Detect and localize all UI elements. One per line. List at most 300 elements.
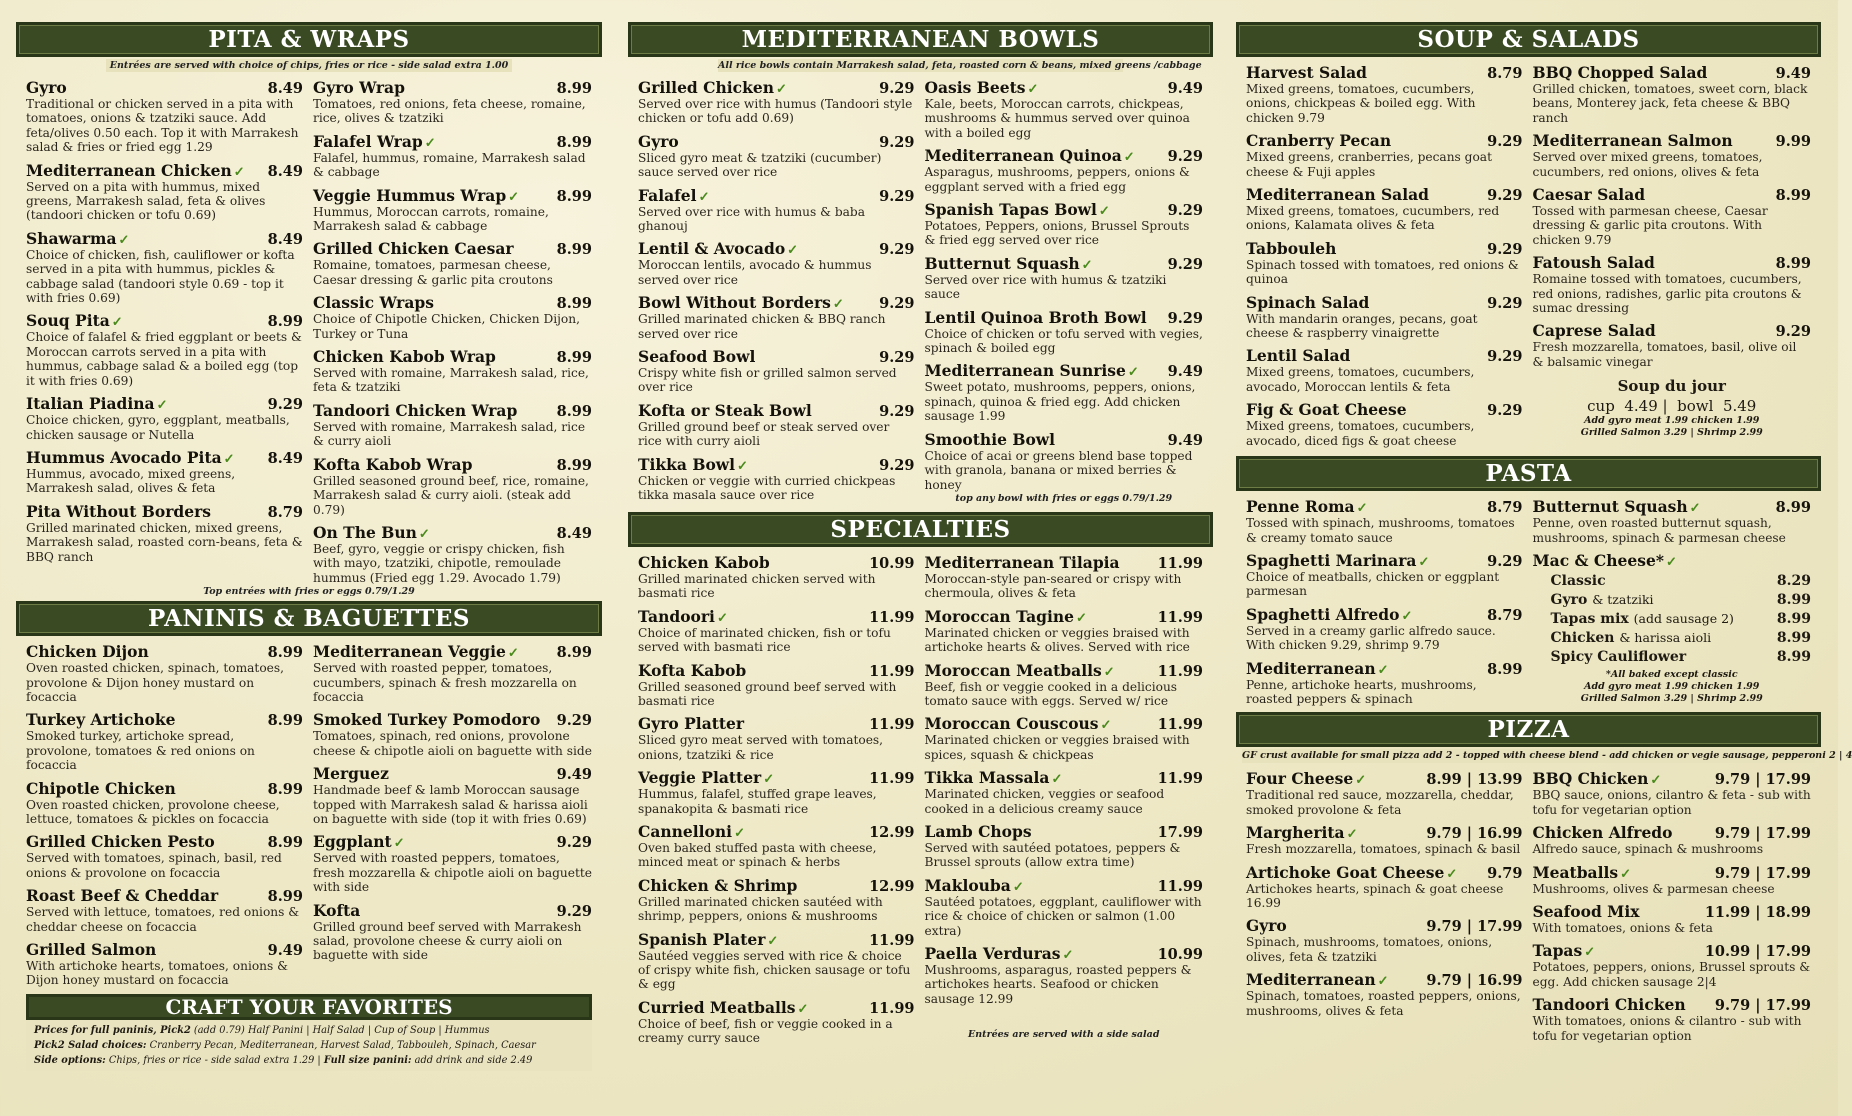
- item-name: Bowl Without Borders ✓: [638, 293, 844, 313]
- item-name: Lamb Chops: [924, 821, 1032, 841]
- item-description: With tomatoes, onions & feta: [1532, 920, 1713, 935]
- item-name: Roast Beef & Cheddar: [26, 886, 219, 906]
- item-name: Mediterranean ✓: [1246, 658, 1389, 678]
- item-description: Penne, oven roasted butternut squash, mushrooms, spinach & parmesan cheese: [1532, 516, 1786, 545]
- item-description: Served with tomatoes, spinach, basil, red onions & provolone on focaccia: [26, 851, 282, 880]
- specialties-right: [921, 547, 1204, 1046]
- item-name: Tandoori ✓: [638, 606, 728, 626]
- item-name: Margherita ✓: [1246, 823, 1358, 843]
- menu-item: [925, 361, 1204, 423]
- paninis-header: PANINIS & BAGUETTES: [16, 601, 602, 636]
- menu-item: [1533, 131, 1812, 179]
- menu-item: [1246, 185, 1523, 233]
- item-name: Classic Wraps: [313, 293, 434, 313]
- item-name: Spanish Plater ✓: [638, 929, 779, 949]
- pita-right: [309, 72, 592, 585]
- item-price: 9.29: [879, 295, 915, 313]
- mac-option: Chicken & harissa aioli 8.99: [1550, 629, 1811, 646]
- pita-note: Entrées are served with choice of chips, fries or rice - side salad extra 1.00: [106, 59, 512, 72]
- item-name: Grilled Chicken Caesar: [313, 239, 514, 259]
- item-name: Kofta Kabob Wrap: [313, 454, 473, 474]
- item-price: 9.29: [879, 133, 915, 151]
- item-name: Fig & Goat Cheese: [1246, 400, 1407, 420]
- bowls-footnote: top any bowl with fries or eggs 0.79/1.29: [955, 492, 1173, 504]
- item-name: Mediterranean Veggie ✓: [313, 642, 519, 662]
- menu-item: [1246, 823, 1523, 856]
- item-description: Mixed greens, tomatoes, cucumbers, red onions, Kalamata olives & feta: [1246, 204, 1500, 233]
- item-name: Shawarma ✓: [26, 228, 130, 248]
- specialties-header: SPECIALTIES: [628, 512, 1213, 547]
- menu-item: [26, 394, 303, 442]
- menu-item: [313, 901, 592, 963]
- item-name: Italian Piadina ✓: [26, 394, 168, 414]
- item-description: Tomatoes, red onions, feta cheese, romaine, rice, olives & tzatziki: [313, 97, 586, 126]
- item-price: 9.79 | 17.99: [1714, 997, 1811, 1015]
- item-price: 8.99: [556, 133, 592, 151]
- menu-item: [26, 311, 303, 388]
- item-price: 9.29: [1487, 402, 1523, 420]
- column-right: [1236, 22, 1852, 1043]
- menu-item: [1246, 293, 1523, 341]
- menu-item: [1246, 400, 1523, 448]
- menu-item: [1246, 63, 1523, 125]
- pizza-note: GF crust available for small pizza add 2 - topped with cheese blend - add chicken or vegie sausage, pepperoni 2 | 4: [1242, 750, 1852, 762]
- menu-item: [313, 642, 592, 704]
- menu-item: [925, 146, 1204, 194]
- menu-item: [313, 710, 592, 758]
- menu-item: [1533, 902, 1812, 935]
- item-price: 9.29: [556, 712, 592, 730]
- veg-check-icon: ✓: [1418, 554, 1430, 570]
- item-name: Chicken Kabob: [638, 552, 770, 572]
- item-name: Chicken & Shrimp: [638, 875, 798, 895]
- item-description: Spinach, mushrooms, tomatoes, onions, olives, feta & tzatziki: [1246, 935, 1493, 964]
- bowls-header: MEDITERRANEAN BOWLS: [628, 22, 1213, 57]
- item-name: Gyro Wrap: [313, 78, 405, 97]
- item-price: 11.99: [869, 931, 915, 949]
- mac-option: Tapas mix (add sausage 2) 8.99: [1550, 610, 1811, 627]
- item-name: Souq Pita ✓: [26, 311, 123, 331]
- pita-left: [26, 72, 309, 585]
- item-name: Caprese Salad: [1532, 321, 1656, 341]
- item-description: BBQ sauce, onions, cilantro & feta - sub with tofu for vegetarian option: [1532, 788, 1811, 817]
- item-description: Marinated chicken or veggies braised with artichoke hearts & olives. Served with rice: [924, 625, 1190, 655]
- veg-check-icon: ✓: [797, 1001, 809, 1017]
- menu-item: [1246, 769, 1523, 817]
- menu-item: [1246, 346, 1523, 394]
- veg-check-icon: ✓: [418, 526, 430, 542]
- item-description: Beef, fish or veggie cooked in a delicious tomato sauce with eggs. Served w/ rice: [924, 679, 1178, 708]
- item-price: 11.99: [869, 608, 915, 626]
- menu-item: [26, 779, 303, 827]
- item-price: 9.29: [1487, 240, 1523, 258]
- item-name: Oasis Beets ✓: [924, 78, 1039, 97]
- veg-check-icon: ✓: [1103, 664, 1115, 680]
- menu-item: [313, 832, 592, 894]
- item-description: Moroccan-style pan-seared or crispy with chermoula, olives & feta: [924, 571, 1182, 601]
- veg-check-icon: ✓: [716, 610, 728, 626]
- item-price: 8.49: [267, 162, 303, 180]
- item-description: Served with roasted pepper, tomatoes, cucumbers, spinach & fresh mozzarella on focaccia: [313, 661, 577, 704]
- menu-item: [1246, 659, 1523, 707]
- menu-item: [1533, 863, 1812, 896]
- mac-option: Spicy Cauliflower 8.99: [1550, 648, 1811, 665]
- pasta-right-list: [1533, 497, 1812, 545]
- menu-item: [26, 832, 303, 880]
- item-description: Mushrooms, olives & parmesan cheese: [1532, 881, 1775, 896]
- pasta-right: [1529, 491, 1812, 706]
- item-price: 8.79: [1487, 499, 1523, 517]
- craft-section: [26, 994, 592, 1071]
- item-description: Grilled marinated chicken & BBQ ranch served over rice: [638, 312, 886, 341]
- item-name: Chipotle Chicken: [26, 778, 176, 798]
- item-name: Tabbouleh: [1246, 238, 1337, 258]
- menu-item: [1246, 551, 1523, 599]
- item-price: 17.99: [1157, 823, 1203, 841]
- item-name: Moroccan Tagine ✓: [924, 606, 1087, 626]
- item-price: 9.29: [879, 456, 915, 474]
- item-price: 8.99: [267, 780, 303, 798]
- item-name: Spanish Tapas Bowl ✓: [924, 200, 1110, 220]
- veg-check-icon: ✓: [737, 458, 748, 474]
- soup-left: [1246, 57, 1529, 448]
- item-description: Served on a pita with hummus, mixed greens, Marrakesh salad, feta & olives (tandoori chicken or tofu 0.69): [26, 179, 266, 223]
- item-price: 9.29: [879, 402, 915, 420]
- item-name: Veggie Hummus Wrap ✓: [313, 185, 520, 205]
- menu-item: [925, 768, 1204, 816]
- item-description: With artichoke hearts, tomatoes, onions & Dijon honey mustard on focaccia: [26, 959, 289, 988]
- item-price: 9.99: [1775, 133, 1811, 151]
- item-description: Choice of acai or greens blend base topped with granola, banana or mixed berries & honey: [924, 448, 1193, 492]
- item-price: 9.29: [1487, 294, 1523, 312]
- menu-item: [1533, 185, 1812, 247]
- item-price: 9.29: [1167, 255, 1203, 273]
- item-description: Alfredo sauce, spinach & mushrooms: [1532, 842, 1764, 857]
- item-name: Tandoori Chicken Wrap: [313, 400, 518, 420]
- item-price: 8.99: [1775, 255, 1811, 273]
- item-price: 9.79 | 17.99: [1714, 864, 1811, 882]
- item-name: Tapas ✓: [1532, 941, 1596, 961]
- item-price: 10.99: [1157, 946, 1203, 963]
- item-description: Served with romaine, Marrakesh salad, rice & curry aioli: [313, 419, 586, 449]
- menu-item: [1246, 863, 1523, 911]
- item-price: 8.79: [1487, 65, 1523, 82]
- item-name: Merguez: [313, 764, 389, 784]
- veg-check-icon: ✓: [1123, 150, 1135, 166]
- menu-item: [1246, 131, 1523, 179]
- veg-check-icon: ✓: [393, 836, 405, 852]
- soup-prices: cup 4.49 | bowl 5.49: [1587, 397, 1757, 416]
- item-name: Tikka Bowl ✓: [638, 454, 748, 474]
- item-description: Grilled marinated chicken served with basmati rice: [638, 571, 876, 601]
- specialties-left: [638, 547, 921, 1046]
- craft-header: CRAFT YOUR FAVORITES: [26, 994, 592, 1020]
- veg-check-icon: ✓: [1377, 662, 1389, 678]
- item-name: Kofta: [313, 900, 361, 920]
- mac-note: *All baked except classic: [1605, 668, 1738, 680]
- item-name: Tikka Massala ✓: [924, 768, 1063, 788]
- item-description: Romaine, tomatoes, parmesan cheese, Caesar dressing & garlic pita croutons: [313, 258, 553, 287]
- item-name: Butternut Squash ✓: [924, 253, 1093, 273]
- menu-item: [313, 401, 592, 449]
- item-description: Choice of Chipotle Chicken, Chicken Dijon, Turkey or Tuna: [313, 312, 580, 341]
- item-description: Marinated chicken, veggies or seafood cooked in a delicious creamy sauce: [924, 787, 1165, 816]
- item-name: Seafood Bowl: [638, 347, 756, 367]
- item-price: 9.29: [1167, 309, 1203, 327]
- item-price: 11.99: [869, 662, 915, 680]
- item-price: 8.99 | 13.99: [1426, 771, 1523, 789]
- item-description: Smoked turkey, artichoke spread, provolone, tomatoes & red onions on focaccia: [26, 729, 255, 773]
- veg-check-icon: ✓: [1012, 879, 1024, 895]
- item-price: 9.29: [267, 396, 303, 414]
- item-name: Butternut Squash ✓: [1532, 497, 1701, 517]
- item-price: 9.29: [1487, 552, 1523, 570]
- veg-check-icon: ✓: [1051, 772, 1063, 788]
- pasta-left: [1246, 491, 1529, 706]
- menu-item: [638, 239, 915, 287]
- item-price: 11.99: [1157, 662, 1203, 680]
- item-price: 9.49: [556, 766, 592, 784]
- item-description: Mushrooms, asparagus, roasted peppers & artichokes hearts. Seafood or chicken sausage 12.99: [924, 963, 1192, 1006]
- menu-item: [26, 78, 303, 155]
- specialties-right-list: [925, 553, 1204, 1006]
- item-price: 8.79: [1487, 606, 1523, 624]
- panini-grid: [16, 636, 602, 988]
- pizza-header: PIZZA: [1236, 712, 1821, 747]
- item-description: Crispy white fish or grilled salmon served over rice: [638, 366, 897, 395]
- item-description: Hummus, avocado, mixed greens, Marrakesh salad, olives & feta: [26, 466, 236, 496]
- item-price: 8.99: [556, 295, 592, 313]
- menu-item: [638, 998, 915, 1046]
- item-price: 8.99: [267, 313, 303, 331]
- menu-item: [26, 502, 303, 564]
- menu-item: [26, 642, 303, 704]
- item-description: Choice of chicken, fish, cauliflower or kofta served in a pita with hummus, pickles & cabbage salad (tandoori style 0.69 - top it with fries 0.69): [26, 247, 295, 306]
- item-description: Served with lettuce, tomatoes, red onions & cheddar cheese on focaccia: [26, 905, 300, 934]
- soup-grid: [1236, 57, 1821, 448]
- item-name: Tandoori Chicken: [1532, 995, 1686, 1015]
- menu-item: [313, 347, 592, 395]
- veg-check-icon: ✓: [1356, 501, 1368, 517]
- craft-body: [26, 1020, 592, 1071]
- item-description: Grilled ground beef or steak served over rice with curry aioli: [638, 419, 890, 449]
- item-description: Served over rice with humus (Tandoori style chicken or tofu add 0.69): [638, 97, 913, 126]
- item-name: Paella Verduras ✓: [924, 944, 1074, 963]
- item-price: 9.79 | 17.99: [1426, 918, 1523, 936]
- item-price: 8.99: [556, 241, 592, 259]
- menu-item: [638, 930, 915, 992]
- pita-footnote: Top entrées with fries or eggs 0.79/1.29: [203, 586, 415, 598]
- item-price: 8.99: [556, 644, 592, 662]
- veg-check-icon: ✓: [1027, 82, 1039, 97]
- soup-du-jour-title: Soup du jour: [1617, 377, 1726, 396]
- item-description: Sautéed potatoes, eggplant, cauliflower with rice & choice of chicken or salmon (1.00 extra): [924, 894, 1202, 938]
- item-description: Mixed greens, tomatoes, cucumbers, avocado, Moroccan lentils & feta: [1246, 365, 1475, 394]
- menu-item: [638, 186, 915, 234]
- item-price: 9.29: [1487, 187, 1523, 205]
- item-name: Grilled Salmon: [26, 940, 157, 959]
- item-description: Grilled seasoned ground beef, rice, romaine, Marrakesh salad & curry aioli. (steak add 0.79): [313, 473, 589, 517]
- item-description: Hummus, falafel, stuffed grape leaves, spanakopita & basmati rice: [638, 787, 877, 816]
- item-name: Mediterranean Chicken ✓: [26, 160, 245, 180]
- item-description: Choice of meatballs, chicken or eggplant parmesan: [1246, 569, 1500, 599]
- veg-check-icon: ✓: [118, 232, 130, 248]
- veg-check-icon: ✓: [424, 135, 436, 151]
- item-description: Grilled chicken, tomatoes, sweet corn, black beans, Monterey jack, feta cheese & BBQ ranch: [1532, 82, 1808, 125]
- pizza-right: [1529, 763, 1812, 1043]
- menu-item: [26, 448, 303, 496]
- item-price: 9.29: [1775, 323, 1811, 341]
- pizza-left: [1246, 763, 1529, 1043]
- menu-item: [313, 523, 592, 585]
- veg-check-icon: ✓: [1584, 945, 1596, 961]
- veg-check-icon: ✓: [1620, 866, 1632, 882]
- item-description: Potatoes, Peppers, onions, Brussel Sprouts & fried egg served over rice: [924, 219, 1190, 248]
- item-price: 9.49: [1167, 431, 1203, 449]
- menu-item: [313, 132, 592, 180]
- veg-check-icon: ✓: [1401, 608, 1413, 624]
- item-price: 8.99: [267, 644, 303, 662]
- veg-check-icon: ✓: [1689, 501, 1701, 517]
- item-price: 9.29: [1487, 348, 1523, 366]
- menu-item: [26, 886, 303, 934]
- craft-line-3: Side options: Chips, fries or rice - side salad extra 1.29 | Full size panini: add drink and side 2.49: [34, 1054, 533, 1066]
- item-name: Mediterranean Sunrise ✓: [924, 361, 1139, 381]
- menu-item: [1246, 605, 1523, 653]
- item-price: 9.29: [1487, 133, 1523, 151]
- item-name: Artichoke Goat Cheese ✓: [1246, 862, 1458, 882]
- veg-check-icon: ✓: [1665, 554, 1677, 570]
- item-description: Spinach tossed with tomatoes, red onions & quinoa: [1246, 257, 1519, 287]
- pasta-add-2: Grilled Salmon 3.29 | Shrimp 2.99: [1580, 692, 1763, 704]
- item-price: 8.99: [556, 402, 592, 420]
- item-description: Spinach, tomatoes, roasted peppers, onions, mushrooms, olives & feta: [1246, 989, 1521, 1018]
- item-name: Gyro: [638, 131, 679, 151]
- item-name: Gyro: [26, 78, 67, 97]
- item-price: 9.29: [556, 834, 592, 852]
- item-name: Lentil Quinoa Broth Bowl: [924, 307, 1147, 327]
- item-price: 10.99 | 17.99: [1704, 943, 1811, 961]
- pizza-grid: [1236, 763, 1821, 1043]
- item-name: Mediterranean Quinoa ✓: [924, 146, 1135, 166]
- item-name: Moroccan Couscous ✓: [924, 714, 1112, 734]
- veg-check-icon: ✓: [1650, 773, 1662, 789]
- item-price: 9.29: [1167, 202, 1203, 220]
- menu-item: [638, 714, 915, 762]
- item-description: Sautéed veggies served with rice & choice of crispy white fish, chicken sausage or tofu & egg: [638, 948, 911, 992]
- item-price: 8.49: [556, 524, 592, 542]
- item-price: 9.49: [1775, 65, 1811, 82]
- menu-item: [638, 876, 915, 924]
- bowls-right: [921, 72, 1204, 506]
- item-name: Curried Meatballs ✓: [638, 997, 809, 1017]
- column-left: [16, 22, 602, 1071]
- item-price: 8.99: [556, 80, 592, 97]
- pita-grid: [16, 72, 602, 585]
- veg-check-icon: ✓: [832, 297, 844, 313]
- item-price: 8.99: [267, 888, 303, 906]
- veg-check-icon: ✓: [1446, 866, 1458, 882]
- veg-check-icon: ✓: [508, 189, 520, 205]
- item-name: Grilled Chicken ✓: [638, 78, 787, 97]
- menu-item: [638, 347, 915, 395]
- item-description: Served over rice with humus & tzatziki sauce: [924, 272, 1167, 302]
- item-price: 11.99: [1157, 554, 1203, 572]
- item-name: Harvest Salad: [1246, 63, 1368, 82]
- item-description: Asparagus, mushrooms, peppers, onions & eggplant served with a fried egg: [924, 165, 1190, 194]
- item-price: 8.99: [556, 456, 592, 474]
- item-name: Cannelloni ✓: [638, 821, 745, 841]
- menu-item: [1533, 253, 1812, 315]
- item-price: 8.99: [1775, 499, 1811, 517]
- item-description: Served with romaine, Marrakesh salad, rice, feta & tzatziki: [313, 366, 589, 395]
- item-name: Meatballs ✓: [1532, 862, 1632, 882]
- veg-check-icon: ✓: [233, 164, 245, 180]
- soup-add-1: Add gyro meat 1.99 chicken 1.99: [1584, 415, 1760, 427]
- soup-salads-header: SOUP & SALADS: [1236, 22, 1821, 57]
- item-description: Served with sautéed potatoes, peppers & Brussel sprouts (allow extra time): [924, 840, 1181, 870]
- menu-item: [26, 161, 303, 223]
- item-price: 10.99: [869, 554, 915, 572]
- item-name: BBQ Chicken ✓: [1532, 769, 1662, 789]
- veg-check-icon: ✓: [787, 243, 799, 259]
- item-price: 12.99: [869, 877, 915, 895]
- item-description: Falafel, hummus, romaine, Marrakesh salad & cabbage: [313, 150, 586, 180]
- item-name: Kofta Kabob: [638, 660, 747, 680]
- item-description: Choice of marinated chicken, fish or tofu served with basmati rice: [638, 625, 891, 655]
- menu-item: [925, 607, 1204, 655]
- item-description: Sliced gyro meat served with tomatoes, onions, tzatziki & rice: [638, 733, 884, 762]
- menu-item: [313, 764, 592, 826]
- item-name: Chicken Kabob Wrap: [313, 347, 496, 367]
- item-description: Mixed greens, cranberries, pecans goat cheese & Fuji apples: [1246, 150, 1492, 179]
- menu-item: [1533, 823, 1812, 856]
- bowls-left: [638, 72, 921, 506]
- item-description: Moroccan lentils, avocado & hummus served over rice: [638, 258, 872, 287]
- item-price: 9.29: [879, 187, 915, 205]
- item-price: 11.99 | 18.99: [1704, 903, 1811, 921]
- menu-item: [925, 430, 1204, 492]
- item-price: 11.99: [869, 716, 915, 734]
- item-name: Pita Without Borders: [26, 501, 211, 521]
- mac-cheese: Mac & Cheese* ✓: [1532, 550, 1677, 570]
- item-description: Mixed greens, tomatoes, cucumbers, avocado, diced figs & goat cheese: [1246, 419, 1475, 448]
- item-price: 8.49: [267, 80, 303, 97]
- menu-item: [925, 876, 1204, 938]
- item-price: 8.79: [267, 503, 303, 521]
- item-description: Grilled marinated chicken, mixed greens, Marrakesh salad, roasted corn-beans, feta & BBQ ranch: [26, 520, 303, 564]
- veg-check-icon: ✓: [111, 315, 123, 331]
- menu-item: [313, 455, 592, 517]
- item-description: With tomatoes, onions & cilantro - sub with tofu for vegetarian option: [1532, 1014, 1802, 1043]
- menu-item: [925, 254, 1204, 302]
- item-description: Marinated chicken or veggies braised with spices, squash & chickpeas: [924, 733, 1190, 762]
- menu-item: [1533, 497, 1812, 545]
- veg-check-icon: ✓: [1081, 257, 1093, 273]
- item-name: Lentil Salad: [1246, 346, 1351, 366]
- item-description: Handmade beef & lamb Moroccan sausage topped with Marrakesh salad & harissa aioli on baguette with side (top it with fries 0.69): [313, 783, 588, 826]
- item-name: Veggie Platter ✓: [638, 768, 775, 788]
- menu-item: [638, 768, 915, 816]
- item-price: 9.29: [879, 80, 915, 97]
- veg-check-icon: ✓: [767, 933, 779, 949]
- item-name: Spaghetti Marinara ✓: [1246, 550, 1430, 570]
- item-name: Chicken Alfredo: [1532, 823, 1673, 843]
- item-price: 8.99: [1487, 660, 1523, 678]
- menu-item: [1246, 497, 1523, 545]
- item-description: Choice chicken, gyro, eggplant, meatballs, chicken sausage or Nutella: [26, 413, 290, 442]
- panini-left: [26, 636, 309, 988]
